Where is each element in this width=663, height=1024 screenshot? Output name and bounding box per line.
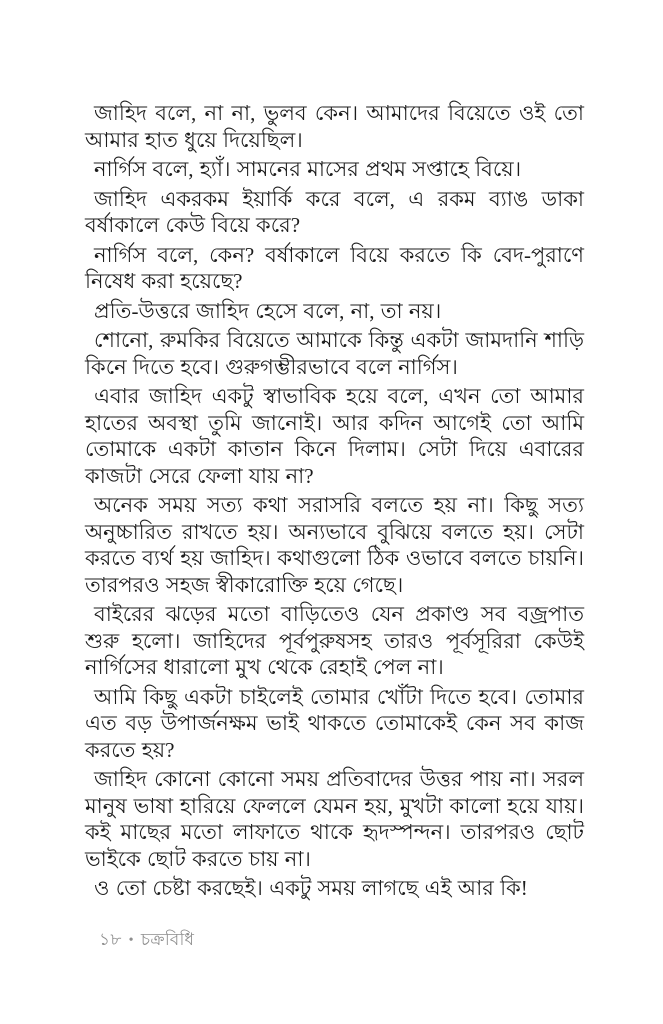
body-text: [85, 100, 584, 905]
paragraph: জাহিদ কোনো কোনো সময় প্রতিবাদের উত্তর পায় না। সরল মানুষ ভাষা হারিয়ে ফেললে যেমন হয়, মুখটা কালো হয়ে যায়। কই মাছের মতো লাফাতে থাকে হৃদস্পন্দন। তারপরও ছোট ভাইকে ছোট করতে চায় না।: [85, 767, 584, 871]
paragraph: আমি কিছু একটা চাইলেই তোমার খোঁটা দিতে হবে। তোমার এত বড় উপার্জনক্ষম ভাই থাকতে তোমাকেই কেন সব কাজ করতে হয়?: [85, 684, 584, 762]
page-number: ১৮: [99, 930, 122, 949]
paragraph: জাহিদ একরকম ইয়ার্কি করে বলে, এ রকম ব্যাঙ ডাকা বর্ষাকালে কেউ বিয়ে করে?: [85, 186, 584, 237]
paragraph: ও তো চেষ্টা করছেই। একটু সময় লাগছে এই আর কি!: [94, 876, 528, 900]
paragraph: শোনো, রুমকির বিয়েতে আমাকে কিন্তু একটা জামদানি শাড়ি কিনে দিতে হবে। গুরুগম্ভীরভাবে বলে নার্গিস।: [85, 328, 584, 379]
paragraph: বাইরের ঝড়ের মতো বাড়িতেও যেন প্রকাণ্ড সব বজ্রপাত শুরু হলো। জাহিদের পূর্বপুরুষসহ তারও পূর্বসূরিরা কেউই নার্গিসের ধারালো মুখ থেকে রেহাই পেল না।: [85, 602, 584, 679]
paragraph: অনেক সময় সত্য কথা সরাসরি বলতে হয় না। কিছু সত্য অনুচ্চারিত রাখতে হয়। অন্যভাবে বুঝিয়ে বলতে হয়। সেটা করতে ব্যর্থ হয় জাহিদ। কথাগুলো ঠিক ওভাবে বলতে চায়নি। তারপরও সহজ স্বীকারোক্তি হয়ে গেছে।: [85, 493, 584, 597]
paragraph: এবার জাহিদ একটু স্বাভাবিক হয়ে বলে, এখন তো আমার হাতের অবস্থা তুমি জানোই। আর কদিন আগেই তো আমি তোমাকে একটা কাতান কিনে দিলাম। সেটা দিয়ে এবারের কাজটা সেরে ফেলা যায় না?: [85, 384, 584, 488]
paragraph: জাহিদ বলে, না না, ভুলব কেন। আমাদের বিয়েতে ওই তো আমার হাত ধুয়ে দিয়েছিল।: [85, 101, 584, 152]
footer-bullet-icon: •: [128, 933, 134, 948]
book-title: চক্রবিধি: [140, 930, 195, 949]
paragraph: নার্গিস বলে, কেন? বর্ষাকালে বিয়ে করতে কি বেদ-পুরাণে নিষেধ করা হয়েছে?: [85, 242, 584, 293]
paragraph: নার্গিস বলে, হ্যাঁ। সামনের মাসের প্রথম সপ্তাহে বিয়ে।: [94, 157, 522, 181]
paragraph: প্রতি-উত্তরে জাহিদ হেসে বলে, না, তা নয়।: [94, 298, 442, 323]
page-footer: [99, 929, 194, 952]
